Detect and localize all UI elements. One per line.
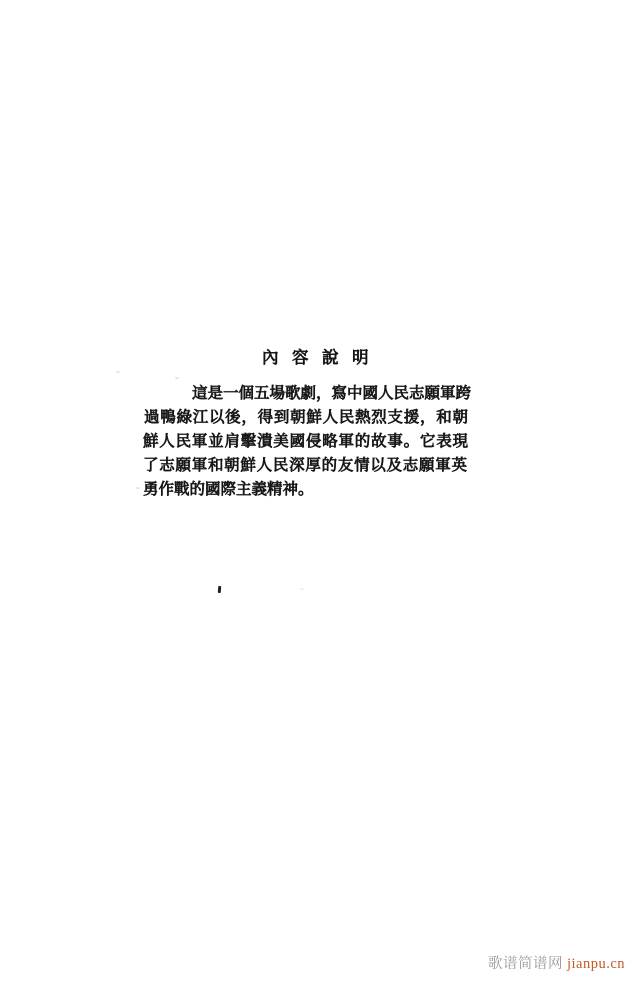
paragraph-line: 過鴨綠江以後，得到朝鮮人民熱烈支援，和朝: [144, 409, 468, 426]
paragraph-line: 勇作戰的國際主義精神。: [143, 481, 314, 498]
page-title: 內容說明: [262, 349, 382, 367]
watermark-site-name: 歌谱简谱网: [488, 956, 563, 972]
watermark-site-url: jianpu.cn: [567, 956, 626, 972]
scan-speck: [300, 588, 304, 590]
scan-speck: [136, 487, 140, 489]
paragraph-line: 這是一個五場歌劇，寫中國人民志願軍跨: [192, 385, 472, 402]
paragraph-line: 鮮人民軍並肩擊潰美國侵略軍的故事。它表現: [143, 433, 468, 450]
ink-speck: [218, 586, 221, 593]
watermark: [488, 955, 625, 973]
scan-speck: [116, 371, 120, 373]
paragraph-line: 了志願軍和朝鮮人民深厚的友情以及志願軍英: [143, 457, 467, 474]
scan-speck: [175, 377, 179, 379]
